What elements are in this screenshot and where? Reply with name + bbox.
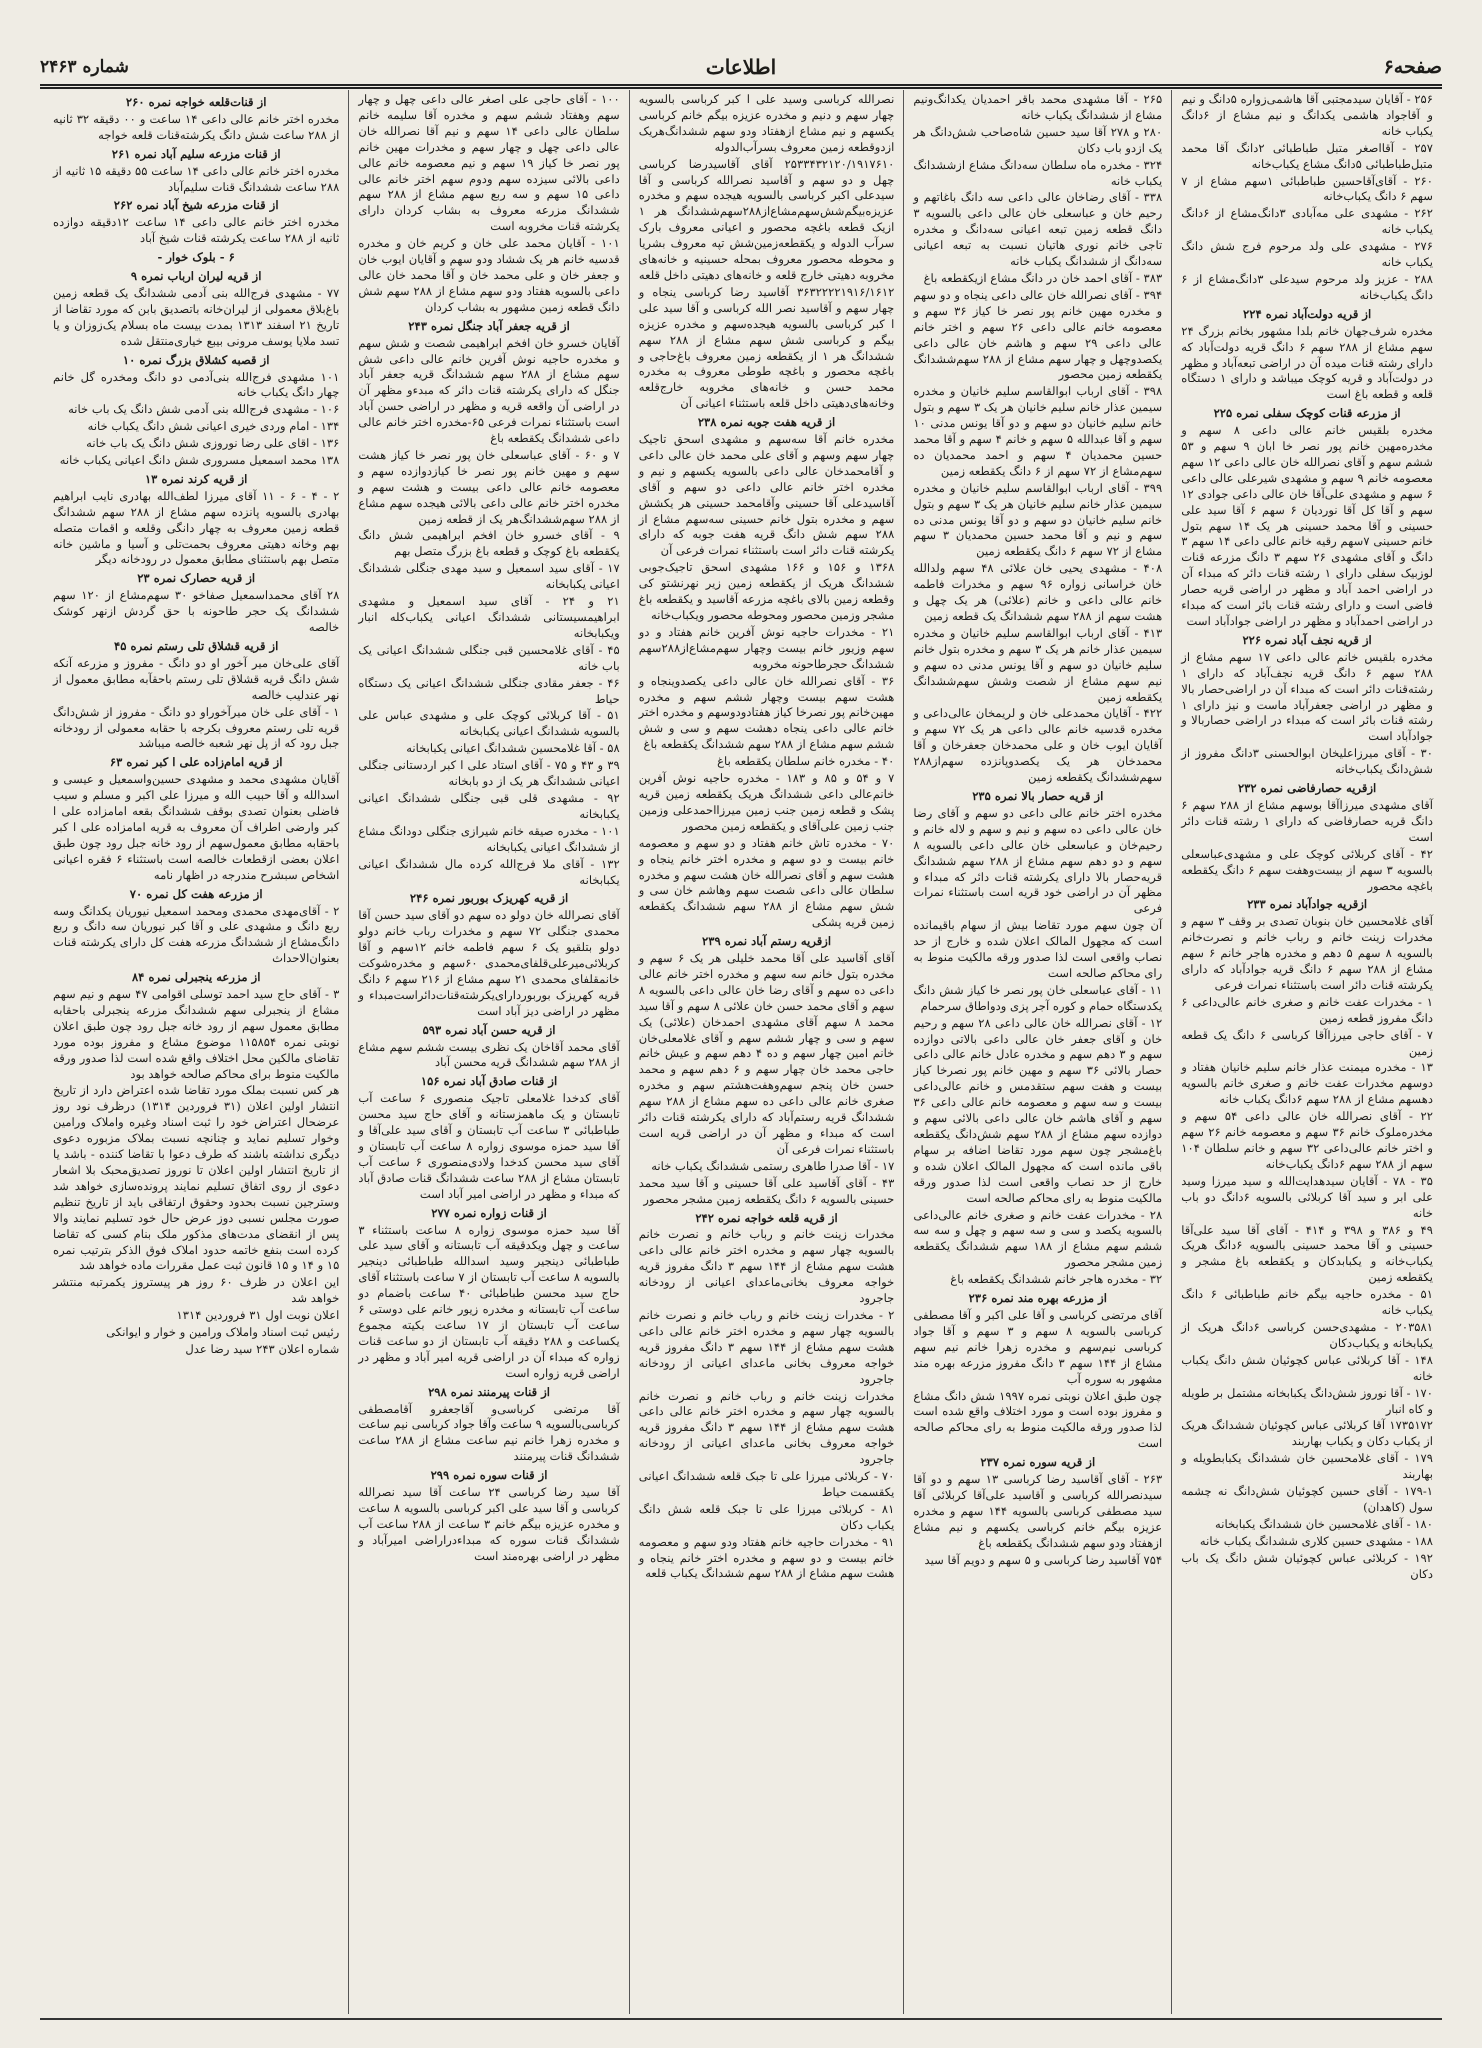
notice-paragraph: از قریه سوره نمره ۲۳۷	[980, 1455, 1096, 1470]
notice-paragraph: نصرالله کرباسی وسید علی ا کبر کرباسی بالسویه چهار سهم و دنیم و مخدره عزیزه بیگم خانم کرباسی یکسهم و نیم مشاع ازهفتاد ودو سهم ششدانگ‌هریک ازدوقطعه زمین معروف بسرآب‌الدوله	[638, 92, 895, 154]
notice-paragraph: ۴۰۸ - مشهدی یحیی خان علائی ۴۸ سهم ولدالله خان خراسانی زواره ۹۶ سهم و مخدرات فاطمه خانم عالی داعی و خانم (علائی) هر یک چهل و هشت سهم از ۲۸۸ سهم ششدانگ یک قطعه زمین	[913, 561, 1163, 623]
notice-paragraph: ۳۶۳۲۲۲۲۱۹۱۶/۱۶۱۲ آقاسید رضا کرباسی ینجاه و چهار سهم و آقاسید نصر الله کرباسی و آقا سید علی ا کبر کرباسی بالسویه هیجده‌سهم و مخدره عزیزه بیگم و کرباسی شش سهم مشاع از ۲۸۸ سهم ششدانگ هر ۱ از یکقطعه زمین معروف باغ‌حاجی و باغچه محصور و باغچه طوطی معروف به مخدره محمد حسن و خانه‌های مخروبه خارج‌قلعه وخانه‌های‌دهیتی داخل قلعه باستثناء اعیانی آن	[638, 284, 895, 411]
notice-paragraph: ۱۷۹-۱ - آقای حسین کچوئیان شش‌دانگ نه چشمه سول (کاهدان)	[1181, 1484, 1433, 1514]
notice-paragraph: از قریه کرند نمره ۱۳	[144, 471, 248, 486]
notice-paragraph: آقای مرتضی کرباسی و آقا علی اکبر و آقا مصطفی کرباسی بالسویه ۸ سهم و ۳ سهم و آقا جواد کرباسی نیم‌سهم و مخدره زهرا خانم نیم سهم مشاع از ۱۴۴ سهم ۳ دانگ مفروز مزرعه بهره مند مشهور به سوره آب	[913, 1307, 1163, 1386]
notice-paragraph: از قریه لیران ارباب نمره ۹	[130, 269, 262, 284]
notice-paragraph: آقای محمد آقاخان یک نظری بیست ششم سهم مشاع از ۲۸۸ سهم ششدانگ قریه محسن آباد	[358, 1039, 620, 1070]
notice-paragraph: ۱۳۸ محمد اسمعیل مسروری شش دانگ اعیانی یکباب خانه	[59, 453, 340, 468]
notice-paragraph: آقایان مشهدی محمد و مشهدی حسین‌واسمعیل و عیسی و اسدالله و آقا حبیب الله و میرزا علی اکبر و مسلم و سیب فاضلی بعنوان تصدی بوقف ششدانگ بقعه امامزاده علی ا کبر وارضی اطراف آن معروف به قریه امامزاده علی ا کبر باحقابه مطابق معمول‌سهم از رود خانه جبل رود چون طبق اعلان بعضی ازقطعات خالصه است باستثناء ۶ فقره اعیانی اشخاص سبشرح مندرجه در اظهار نامه	[53, 772, 340, 882]
notice-paragraph: مخدره بلقیس خانم عالی داعی ۸ سهم و مخدره‌مهین خانم پور نصر خا ابان ۹ سهم و ۵۳ ششم سهم و آقای نصرالله خان عالی داعی ۱۲ سهم معصومه خانم ۹ سهم و مشهدی شیرعلی عالی داعی ۶ سهم و مشهدی علی‌آقا خان عالی داعی جوادی ۱۲ سهم و آقا کل آقا نوردیان ۶ سهم ۶ آقا سید علی حسینی و آقا محمد حسینی هر یک ۱۴ سهم بتول خانم حسینی ۷سهم رقیه خانم عالی داعی ۱۴ سهم ۳ دانگ و آقای مشهدی ۲۶ سهم ۳ دانگ مزرعه قنات لوزبیک سفلی دارای ۱ رشته قنات دائر که مبداء آن در اراضی احمد آباد و مظهر در اراضی قریه حصار فاضی است و دارای رشته قنات بائر است که مبداء در اراضی احمدآباد و مظهر در اراضی جوادآباد است	[1181, 423, 1434, 628]
notice-paragraph: آقای آقاسید علی آقا محمد خلیلی هر یک ۶ سهم و مخدره بتول خانم سه سهم و مخدره اختر خانم عالی داعی ده سهم و آقای رضا خان عالی داعی بالسویه ۸ سهم و آقای محمد حسن خان علائی ۸ سهم و آقا سید محمد ۸ سهم آقای مشهدی احمدخان (علائی) یک سهم و سی و چهار ششم سهم و آقای غلامعلی‌خان خانم امین چهار سهم و ده ۴ دهم سهم و عیش خانم حاجی محمد خان چهار سهم و ۶ دهم سهم و محمد حسن خان پنجم سهم‌وهفت‌هشتم سهم و مخدره صغری خانم عالی داعی ده سهم مشاع از ۲۸۸ سهم ششدانگ قریه رستم‌آباد که دارای یکرشته قنات دائر است که مبداء و مظهر آن در اراضی قریه است باستثناء نمرات فرعی آن	[638, 951, 895, 1156]
bottom-rule	[40, 2018, 1442, 2020]
notice-paragraph: ۲ - ۴ - ۶ - ۱۱ آقای میرزا لطف‌الله بهادری نایب ابراهیم بهادری بالسویه پانزده سهم مشاع از ۲۸۸ سهم ششدانگ قطعه زمین معروف به چهار دانگی وقلعه و اقمات متصله بهم وخانه دهیتی معروف بحمت‌تلی و آسیا و ماشین خانه متصل بهم باستثنای مطابق معمول در رودخانه دیگر	[53, 488, 340, 567]
notice-paragraph: ۳۵ - ۷۸ - آقایان سیدهدایت‌الله و سید میرزا وسید علی ابر و سید آقا کربلائی بالسویه ۶دانگ دو باب خانه	[1181, 1173, 1433, 1220]
notice-paragraph: چون طبق اعلان نوبتی نمره ۱۹۹۷ شش دانگ مشاع و مفروز بوده است و مورد اختلاف واقع شده است لذا صدور ورقه مالکیت منوط به رای محاکم صالحه است	[913, 1388, 1163, 1451]
notice-paragraph: ۴۳ - آقای آقاسید علی آقا حسینی و آقا سید محمد حسینی بالسویه ۶ دانگ یکقطعه زمین مشجر محصور	[638, 1175, 895, 1206]
notice-paragraph: ۴۰ - مخدره خانم سلطان یکقطعه باغ	[717, 754, 895, 769]
notice-paragraph: این اعلان در ظرف ۶۰ روز هر پیستروز یکمرتبه منتشر خواهد شد	[53, 1275, 340, 1306]
notice-paragraph: ۳۳۸ - آقای رضاخان عالی داعی سه دانگ باغاتهم و رحیم خان و عباسعلی خان عالی داعی بالسویه ۳ دانگ قطعه زمین تبعه اعیانی سه‌دانگ و مخدره تاجی خانم نوری هاتیان نسبت به تبعه اعیانی سه‌دانگ از ششدانگ یکباب خانه	[913, 190, 1163, 269]
notice-paragraph: ۴۶ - جعفر مقادی جنگلی ششدانگ اعیانی یک دستگاه حیاط	[358, 675, 620, 706]
notice-paragraph: ۱ - مخدرات عفت خانم و صغری خانم عالی‌داعی ۶ دانگ مفروز قطعه زمین	[1181, 994, 1433, 1025]
notice-paragraph: ۲۱ - مخدرات حاجیه نوش آفرین خانم هفتاد و دو سهم وزیور خانم بیست وچهار سهم‌مشاع‌از۲۸۸سهم ششدانگ حجرطاحونه مخروبه	[638, 624, 895, 671]
notice-paragraph: آقای نصرالله خان دولو ده سهم دو آقای سید حسن آقا محمدی جنگلی ۷۲ سهم و مخدرات رباب خانم دولو دولو بتلقیو یک ۶ سهم فاطمه خانم ۱۲سهم و آقا کربلائی‌میرعلی‌قلفای‌محمدی ۶۰سهم و مخدره‌شوکت خانمقلفای محمدی ۲۱ سهم مشاع از ۲۱۶ سهم ۶ دانگ قریه کهریزک بوربوردارای‌یکرشته‌قنات‌دائراست‌مبداء و مظهر در اراضی دیز آباد است	[358, 908, 620, 1018]
notice-paragraph: ۳۸۳ - آقای احمد خان در دانگ مشاع ازیکقطعه باغ	[923, 270, 1163, 285]
notice-paragraph: ۲۶۲ - مشهدی علی مه‌آبادی ۳دانگ‌مشاع از ۶دانگ یکباب خانه	[1181, 206, 1433, 237]
notice-paragraph: ۱۹۲ - کربلائی عباس کچوئیان شش دانگ یک باب دکان	[1181, 1550, 1433, 1581]
notice-paragraph: آقا سید رضا کرباسی ۲۴ ساعت آقا سید نصرالله کرباسی و آقا سید علی اکبر کرباسی بالسویه ۸ ساعت و مخدره عزیزه بیگم خانم ۳ ساعت از ۲۸۸ ساعت آب ششدانگ قنات سوره که مبداءدراراضی امیرآباد و مظهر در اراضی بهره‌مند است	[358, 1485, 620, 1563]
newspaper-title: اطلاعات	[705, 55, 777, 79]
notice-paragraph: ۲۸ - مخدرات عفت خانم و صغری خانم عالی‌داعی بالسویه یکصد و سی و سه سهم و چهل و سه سه ششم سهم مشاع از ۱۸۸ سهم ششدانگ یکقطعه زمین مشجر محصور	[913, 1207, 1163, 1270]
notice-paragraph: ۷ - آقای حاجی میرزاآقا کرباسی ۶ دانگ یک قطعه زمین	[1181, 1027, 1433, 1058]
column-2	[903, 90, 1171, 2014]
notice-paragraph: ۱۷ - آقا صدرا طاهری رستمی ششدانگ یکباب خانه	[651, 1158, 895, 1173]
notice-paragraph: ۷۰ - کربلائی میرزا علی تا جبک قلعه ششدانگ اعیانی یکقسمت حیاط	[638, 1469, 895, 1499]
article-columns	[44, 90, 1442, 2014]
notice-paragraph: ۳۹۴ - آقای نصرالله خان عالی داعی ینجاه و دو سهم و مخدره مهین خانم پور نصر خا کیاز ۳۶ سهم و معصومه خانم عالی داعی ۲۶ سهم و اختر خانم عالی داعی ۲۹ سهم و هاشم خان عالی داعی یکصدوچهل و چهار سهم مشاع از ۲۸۸ سهم‌ششدانگ یکقطعه زمین محصور	[913, 287, 1163, 382]
notice-paragraph: ۱۳۴ - امام وردی خیری اعیانی شش دانگ یکباب خانه	[87, 419, 340, 434]
notice-paragraph: ۷۰ - مخدره تاش خانم هفتاد و دو سهم و معصومه خانم بیست و دو سهم و مخدره اختر خانم ینجاه و هشت سهم و آقای نصرالله خان هشت سهم و مخدره سلطان عالی داعی شصت سهم وهاشم خان سی و شش سهم مشاع از ۲۸۸ سهم ششدانگ یکقطعه زمین قریه پشکی	[638, 835, 895, 930]
notice-paragraph: ۱۰۱ - مخدره صیقه خانم شیرازی جنگلی دودانگ مشاع از ششدانگ اعیانی یکبابخانه	[358, 823, 620, 854]
notice-paragraph: ۱ - آقای علی خان میرآخوراو دو دانگ - مفروز از شش‌دانگ قریه تلی رستم معروف بکرجه با حقابه معمولی از رودخانه جبل رود که از پل نهر شعبه خالصه میباشد	[53, 704, 340, 751]
notice-paragraph: ۴۲۲ - آقایان محمدعلی خان و لریمخان عالی‌داعی و مخدره قدسیه خانم عالی داعی هر یک ۷۲ سهم و آقایان ایوب خان و علی محمدخان جعفرخان و آقا محمدخان هر یک یکصدوپانزده سهم‌از۲۸۸ سهم‌ششدانگ یکقطعه زمین	[913, 706, 1163, 785]
notice-paragraph: ۷۵۴ آقاسید رضا کرباسی و ۵ سهم و دویم آقا سید	[924, 1552, 1163, 1567]
notice-paragraph: ۷ و ۶۰ - آقای عباسعلی خان پور نصر خا کیاز هشت سهم و مهین خانم پور نصر خا کیازدوازده سهم و معصومه خانم عالی داعی بیست و هشت سهم و مخدره اختر خانم عالی داعی بالائی هیجده سهم مشاع از ۲۸۸ سهم‌ششدانگ‌هر یک از قطعه زمین	[358, 447, 620, 526]
notice-paragraph: ۲۵۷ - آقااصغر متبل طباطبائی ۲دانگ آقا محمد متبل‌طباطبائی ۵دانگ مشاع یکباب‌خانه	[1181, 140, 1433, 171]
notice-paragraph: ۴۲ - آقای کربلائی کوچک علی و مشهدی‌عباسعلی بالسویه ۳ سهم از بیست‌وهفت سهم ۶ دانگ یکقطعه باغچه محصور	[1181, 846, 1433, 893]
notice-paragraph: مخدره خانم آقا سه‌سهم و مشهدی اسحق تاجیک چهار سهم وسهم و آقای علی محمد خان عالی داعی و آقامحمدخان عالی داعی بالسویه یکسهم و نیم و مخدره اختر خانم عالی داعی دو سهم و آقای آقاسیدعلی آقا حسینی وآقامحمد حسینی هر یکشش سهم و مخدره بتول خانم حسینی سه‌سهم مشاع از ۲۸۸ سهم شش دانگ قریه هفت جوبه که دارای یکرشته قنات دائر است باستثناء نمرات فرعی آن	[638, 432, 895, 558]
notice-paragraph: آقا سید حمزه موسوی زواره ۸ ساعت باستثناء ۳ ساعت و چهل ویکدقیقه آب تابستانه و آقای سید علی طباطبائی دینجیر وسید اسدالله طباطبائی دینجیر بالسویه ۸ ساعت آب تابستان از ۷ ساعت باستثناء آقای حاج سید محسن طباطبائی ۴۰ ساعت باضمام دو ساعت آب تابستانه و مخدره زیور خانم علی دوستی ۶ ساعت آب تابستان از ۱۷ ساعت بکیته مجموع یکساعت و ۲۸۸ دقیقه آب تابستان از دو ساعت قنات زواره که مبداء آن در اراضی قریه امیر آباد و مظهر در اراضی قریه زواره است	[358, 1222, 620, 1380]
notice-paragraph: ۲۸۸ - عزیز ولد مرحوم سیدعلی ۳دانگ‌مشاع از ۶ دانگ یکباب‌خانه	[1181, 271, 1433, 302]
notice-paragraph: ۵۸ - آقا غلامحسین ششدانگ اعیانی یکبابخانه	[406, 741, 620, 756]
notice-paragraph: مخدره اختر خانم عالی داعی دو سهم و آقای رضا خان عالی داعی ده سهم و نیم و سهم و لاله خانم و رحیم‌خان و عباسعلی خان عالی داعی بالسویه ۸ سهم و دو دهم سهم مشاع از ۲۸۸ سهم ششدانگ قریه‌حصار بالا دارای یکرشته قنات دائر که مبداء و مظهر آن در اراضی خود قریه است باستثناء نمرات فرعی	[913, 805, 1163, 916]
notice-paragraph: ۳۲۴ - مخدره ماه سلطان سه‌دانگ مشاع ازششدانگ یکباب خانه	[913, 157, 1163, 188]
notice-paragraph: ۲۲ - آقای نصرالله خان عالی داعی ۵۴ سهم و مخدره‌ملوک خانم ۳۶ سهم و معصومه خانم ۲۶ سهم و اختر خانم عالی‌داعی ۳۲ سهم و خانم سلطان ۱۰۴ سهم از ۲۸۸ سهم ۶دانگ یکباب‌خانه	[1181, 1109, 1433, 1171]
notice-paragraph: از قنات زواره نمره ۲۷۷	[431, 1205, 547, 1220]
notice-paragraph: آقای مشهدی میرزاآقا بوسهم مشاع از ۲۸۸ سهم ۶ دانگ قریه حصارفاضی که دارای ۱ رشته قنات دائر است	[1181, 797, 1433, 844]
notice-paragraph: از قصبه کشلاق بزرگ نمره ۱۰	[122, 352, 270, 367]
notice-paragraph: ۴۹ و ۳۸۶ و ۳۹۸ و ۴۱۴ - آقای آقا سید علی‌آقا حسینی و آقا محمد حسینی بالسویه ۶دانگ هریک یکباب‌خانه و یکبابدکان و یکقطعه باغ مشجر و یکقطعه زمین	[1181, 1222, 1433, 1285]
notice-paragraph: ازقریه جوادآباد نمره ۲۳۳	[1247, 897, 1368, 912]
notice-paragraph: ۱۷۳۵۱۷۲ آقا کربلائی عباس کچوئیان ششدانگ هریک از یکباب دکان و یکباب بهاربند	[1181, 1418, 1433, 1449]
column-1	[1171, 90, 1442, 2014]
notice-paragraph: آقایان خسرو خان افخم ابراهیمی شصت و شش سهم و مخدره حاجیه نوش آفرین خانم عالی داعی شش سهم مشاع از ۲۸۸ سهم ششدانگ قریه جعفر آباد جنگل که دارای یکرشته قنات دائر که مبدءو مظهر آن در اراضی آن واقعه قریه و مظهر در اراضی حسن آباد است باستثناء نمرات فرعی ۶۵-مخدره اختر خانم عالی داعی ششدانگ یکقطعه باغ	[358, 335, 620, 446]
notice-paragraph: ۲۵۳۳۴۳۲۱۲۰/۱۹۱۷۶۱۰ آقای آقاسیدرضا کرباسی چهل و دو سهم و آقاسید نصرالله کرباسی و آقا سیدعلی اکبر کرباسی بالسویه هیجده سهم و مخدره عزیزه‌بیگم‌شش‌سهم‌مشاع‌از۲۸۸سهم‌ششدانگ هر ۱ ازیک قطعه باغچه محصور و اعیانی معروف بارک سرآب الدوله و یکقطعه‌زمین‌شش‌ تپه معروف بشریا و محوطه محصور معروف بمحله حسینیه و خانه‌های مخروبه دهیتی خارج قلعه و خانه‌های دهیتی داخل قلعه	[638, 156, 895, 282]
notice-paragraph: ۳ - آقای حاج سید احمد توسلی اقوامی ۴۷ سهم و نیم سهم مشاع از ینجبرلی سهم ششدانگ مزرعه ینجبرلی باحقابه مطابق معمول سهم از رود خانه جبل رود چون طبق اعلان نوبتی نمره ۱۱۵۸۵۴ موضوع مشاع و مفروز بوده مورد تقاضای مالکین محل اختلاف واقع شده است لذا صدور ورقه مالکیت منوط برای محاکم صالحه خواهد بود	[53, 987, 340, 1081]
notice-paragraph: از قریه امام‌زاده علی ا کبر نمره ۶۳	[109, 755, 283, 770]
notice-paragraph: از قریه هفت جوبه نمره ۲۳۸	[697, 415, 836, 430]
notice-paragraph: ۹۲ - مشهدی قلی قبی جنگلی ششدانگ اعیانی یکبابخانه	[358, 790, 620, 821]
notice-paragraph: ۱۳ - مخدره میمنت عذار خانم سلیم خانیان هفتاد و دوسهم مخدرات عفت خانم و صغری خانم بالسویه دهسهم مشاع از ۲۸۸ سهم ۶دانگ یکباب خانه	[1181, 1060, 1433, 1107]
page-number: صفحه۶	[1383, 56, 1442, 78]
notice-paragraph: از قریه دولت‌آباد نمره ۲۲۴	[1242, 306, 1372, 321]
notice-paragraph: ۱۳۶۸ و ۱۵۶ و ۱۶۶ مشهدی اسحق تاجیک‌جوبی ششدانگ هریک از یکقطعه زمین زیر نهرنشتو کی وقطعه زمین بالای باغچه مزرعه آقاسید و یکقطعه باغ مشجر وزمین محصور ومحوطه محصور ویکباب‌خانه	[638, 560, 895, 622]
notice-paragraph: هر کس نسبت بملک مورد تقاضا شده اعتراض دارد از تاریخ انتشار اولین اعلان (۳۱ فروردین ۱۳۱۴) درظرف نود روز عرضحال اعتراض خود را ثبت اسناد وغیره واملاک ورامین وخوار تسلیم نماید و چنانچه نسبت بملاک مزبوره دعوی دیگری نداشته باشند که طرف دعوا با تقاضا کننده - باشد یا از تاریخ انتشار اولین اعلان تا نوروز تصدیق‌محبک بلا اشعار دعوی از روی اتفاق تسلیم نمایند پرونده‌سازی خواهد شد وسترجین نسبت بحدود وحقوق ارتفاقی باید از تاریخ تنظیم صورت مجلس نسبی دوز عرض حال خود تسلیم نمایند والا پس از انقضای مدت‌های مذکور ملک بنام کسی که تقاضا کرده است بنفع خاتمه حدود املاک فوق الذکر بترتیب نمره ۱۵ و ۱۴ و ۱۵ قانون ثبت عمل مقررات ماده خواهد شد	[53, 1083, 340, 1273]
notice-paragraph: ۱۳۶ - اقای علی رضا نوروزی شش دانگ یک باب خانه	[86, 436, 340, 451]
notice-paragraph: ازقریه رستم آباد نمره ۲۳۹	[701, 934, 832, 949]
column-5	[44, 90, 348, 2014]
notice-paragraph: از قریه کهریزک بوربور نمره ۲۴۶	[409, 891, 569, 906]
notice-paragraph: ۱۰۰ - آقای حاجی علی اصغر عالی داعی چهل و چهار سهم وهفتاد ششم سهم و مخدره آقا سلیمه خانم سلطان عالی داعی ۱۴ سهم و نیم آقا نصرالله خان عالی داعی چهل و چهار سهم و مخدرات مهین خانم پور نصر خا کیاز ۱۹ سهم و نیم معصومه خانم عالی داعی بالائی سیزده سهم ودوم سهم اختر خانم عالی داعی ۱۵ سهم و سه ربع سهم مشاع از ۲۸۸ سهم ششدانگ مزرعه معروف به بشاب کردان دارای یکرشته قنات مخروبه است	[358, 92, 620, 234]
notice-paragraph: ۱۷ - آقای سید اسمعیل و سید مهدی جنگلی ششدانگ اعیانی یکبابخانه	[358, 561, 620, 592]
notice-paragraph: ۱۸۸ - مشهدی حسین کلاری ششدانگ یکباب خانه	[1199, 1533, 1433, 1548]
notice-paragraph: آقای کدخدا غلامعلی تاجیک منصوری ۶ ساعت آب تابستان و یک ماهمزستانه و آقای حاج سید محسن طباطبائی ۳ ساعت آب تابستان و آقای سید علی‌آقا و آقا سید حمزه موسوی زواره ۸ ساعت آب تابستان و آقای سید محسن کدخدا ولادی‌منصوری ۶ ساعت آب تابستان مشاع از ۲۸۸ ساعت ششدانگ قنات صادق آباد که مبداء و مظهر در اراضی امیر آباد است	[358, 1091, 620, 1201]
notice-paragraph: از قریه قشلاق تلی رستم نمره ۴۵	[114, 639, 279, 653]
notice-paragraph: ۲۵۶ - آقایان سیدمجتبی آقا هاشمی‌زواره ۵دانگ و نیم و آقاجواد هاشمی یکدانگ و نیم مشاع از ۶دانگ یکباب خانه	[1181, 92, 1433, 138]
notice-paragraph: اعلان نوبت اول ۳۱ فروردین ۱۳۱۴	[176, 1308, 340, 1323]
column-3	[629, 90, 904, 2014]
notice-paragraph: از قریه نجف آباد نمره ۲۲۶	[1242, 632, 1372, 647]
notice-paragraph: ۱۱ - آقای عباسعلی خان پور نصر خا کیاز شش دانگ یکدستگاه حمام و کوره آجر پزی ودواطاق سرحمام	[913, 982, 1163, 1013]
notice-paragraph: ۱۴۸ - آقا کربلائی عباس کچوئیان شش دانگ یکباب خانه	[1181, 1352, 1433, 1383]
notice-paragraph: ۳۹ و ۴۳ و ۷۵ - آقای استاد علی ا کبر اردستانی جنگلی اعیانی ششدانگ هر یک از دو بابخانه	[358, 758, 620, 789]
notice-paragraph: از مزرعه ینجبرلی نمره ۸۴	[131, 970, 261, 985]
notice-paragraph: ۷ و ۵۴ و ۸۵ و ۱۸۳ - مخدره حاجیه نوش آفرین خانم‌عالی داعی ششدانگ هریک یکقطعه زمین قریه پشک و قطعه زمین جنب زمین میرزااحمدعلی وزمین جنب زمین علی‌آقای و یکقطعه زمین محصور	[638, 771, 895, 833]
notice-paragraph: ۴۱۳ - آقای ارباب ابوالقاسم سلیم خانیان و مخدره سیمین عذار خانم هر یک ۳ سهم و مخدره بتول خانم سلیم خانیان دو سهم و آقا یونس مدنی ده سهم و نیم سهم مشاع از شصت وشش سهم‌ششدانگ یکقطعه زمین	[913, 625, 1163, 704]
notice-paragraph: ۱۰۶ - مشهدی فرج‌الله بنی آدمی شش دانگ یک باب خانه	[68, 402, 340, 417]
notice-paragraph: آقای علی‌خان میر آخور او دو دانگ - مفروز و مزرعه آنکه شش دانگ قریه قشلاق تلی رستم باحقآبه مطابق معمول از نهر عندلیب خالصه	[53, 655, 340, 702]
notice-paragraph: از مزرعه هفت کل نمره ۷۰	[129, 886, 263, 901]
notice-paragraph: ۲۶۰ - آقای‌آقاحسین طباطبائی ۱سهم مشاع از ۷ سهم ۶ دانگ یکباب‌خانه	[1181, 173, 1433, 204]
notice-paragraph: ۲۱ و ۲۴ - آقای سید اسمعیل و مشهدی ابراهیمسیستانی ششدانگ اعیانی یکباب‌کله انبار ویکبابخانه	[358, 594, 620, 640]
notice-paragraph: ۱۰۱ مشهدی فرج‌الله بنی‌آدمی دو دانگ ومخدره گل خانم چهار دانگ یکباب خانه	[53, 369, 340, 400]
notice-paragraph: از قریه حصار بالا نمره ۲۳۵	[972, 788, 1104, 803]
notice-paragraph: ۱۸۰ - آقای غلامحسین خان ششدانگ یکبابخانه	[1215, 1516, 1433, 1531]
notice-paragraph: رئیس ثبت اسناد واملاک ورامین و خوار و ایوانکی	[106, 1325, 340, 1340]
notice-paragraph: ۲۸۰ و ۲۷۸ آقا سید حسین شاه‌صاحب شش‌دانگ هر یک ازدو باب دکان	[913, 124, 1163, 155]
notice-paragraph: از قنات‌قلعه خواجه نمره ۲۶۰	[125, 95, 267, 109]
notice-paragraph: ۲۰۳۵۸۱ - مشهدی‌حسن کرباسی ۶دانگ هریک از یکبابخانه و یکباب‌دکان	[1181, 1319, 1433, 1350]
notice-paragraph: ۳۹۸ - آقای ارباب ابوالقاسم سلیم خانیان و مخدره سیمین عذار خانم سلیم خانیان هر یک ۳ سهم و بتول خانم سلیم خانیان دو سهم و دو آقا یونس مدنی ۱۰ سهم و آقا عبدالله ۵ سهم و خانم ۴ سهم و آقا محمد حسین محمدیان ۴ سهم و احمد محمدیان ده سهم‌مشاع از ۷۲ سهم از ۶ دانگ یکقطعه زمین	[913, 384, 1163, 478]
notice-paragraph: ۲ - مخدرات زینت خانم و رباب خانم و نصرت خانم بالسویه چهار سهم و مخدره اختر خانم عالی داعی هشت سهم مشاع از ۱۴۴ سهم ۳ دانگ مفروز قریه خواجه معروف بخانی ماعدای اعیانی از رودخانه جاجرود	[638, 1307, 895, 1386]
notice-paragraph: مخدره بلقیس خانم عالی داعی ۱۷ سهم مشاع از ۲۸۸ سهم ۶ دانگ قریه نجف‌آباد که دارای ۱ رشته‌قنات دائر است که مبداء آن در اراضی‌حصار بالا و مظهر در اراضی جعفرآباد ماست و نیز دارای ۱ رشته قنات بائر است که مبداء در اراضی حصاربالا و جوادآباد است	[1181, 649, 1433, 744]
notice-paragraph: ۱۲ - آقای نصرالله خان عالی داعی ۲۸ سهم و رحیم خان و آقای جعفر خان عالی داعی بالاتی دوازده سهم و ۳ دهم سهم و مخدره عادل خانم عالی داعی حصار بالائی ۳۶ سهم و مهین خانم پور نصرخا کیاز بیست و هفت سهم ستقدمس و خانم عالی‌داعی بیست و سه سهم و معصومه خانم عالی داعی ۳۶ سهم و آقای هاشم خان عالی داعی بالائی سهم و دوازده سهم مشاع از ۲۸۸ سهم شش‌دانگ یکقطعه باغ‌مشجر چون سهم مورد تقاضا اضافه بر سهام باقی مانده است که مجهول المالک اعلان شده و خارج از حد نصاب واقعی است لذا صدور ورقه مالکیت منوط به رای محاکم صالحه است	[913, 1015, 1163, 1205]
notice-paragraph: از قریه حصارک نمره ۲۳	[137, 571, 256, 586]
notice-paragraph: از قریه حسن آباد نمره ۵۹۳	[422, 1022, 556, 1037]
notice-paragraph: ۱۳۲ - آقای ملا فرج‌الله کرده مال ششدانگ اعیانی یکبابخانه	[358, 856, 620, 887]
notice-paragraph: از قنات مزرعه شیخ آباد نمره ۲۶۲	[113, 198, 279, 213]
notice-paragraph: ۵۱ - آقا کربلائی کوچک علی و مشهدی عباس علی بالسویه ششدانگ اعیانی یکبابخانه	[358, 708, 620, 739]
notice-paragraph: ۲۷۶ - مشهدی علی ولد مرحوم فرج شش دانگ یکباب خانه	[1181, 239, 1433, 270]
notice-paragraph: ۳۶ - آقای نصرالله خان عالی داعی یکصدوینجاه و هشت سهم بیست وچهار ششم سهم و مخدره مهین‌خانم پور نصرخا کیاز هفتادودوسهم و مخدره اختر خانم عالی داعی ینجاه دهشت سهم و سی و شش ششم سهم مشاع از ۲۸۸ سهم ششدانگ یکقطعه باغ	[638, 673, 895, 752]
notice-paragraph: مخدره اختر خانم عالی داعی ۱۴ ساعت ۱۲دقیقه دوازده ثانیه از ۲۸۸ ساعت یکرشته قنات شیخ آباد	[53, 215, 340, 246]
notice-paragraph: از قنات سوره نمره ۲۹۹	[430, 1468, 548, 1483]
notice-paragraph: ۹۱ - مخدرات حاجیه خانم هفتاد ودو سهم و معصومه خانم بیست و دو سهم و مخدره اختر خانم ینجاه و هشت سهم مشاع از ۲۸۸ سهم ششدانگ یکباب قلعه	[638, 1534, 895, 1581]
notice-paragraph: شماره اعلان ۲۴۳ سید رضا عدل	[185, 1341, 340, 1356]
notice-paragraph: از مزرعه قنات کوچک سفلی نمره ۲۲۵	[1213, 406, 1401, 421]
notice-paragraph: ۱۰۱ - آقایان محمد علی خان و کریم خان و مخدره قدسیه خانم هر یک ششاد ودو سهم و آقایان ایوب خان و جعفر خان و علی محمد خان و آقا محمد خان عالی داعی بالسویه هفتاد ودو سهم مشاع از ۲۸۸ سهم شش دانگ قطعه زمین مشهور به بشاب کردان	[358, 236, 620, 314]
notice-paragraph: ۶ - بلوک خوار -	[157, 250, 235, 265]
notice-paragraph: ۸۱ - کربلائی میرزا علی تا جبک قلعه شش دانگ یکباب دکان	[638, 1501, 895, 1532]
notice-paragraph: آقای غلامحسین خان بنوبان تصدی بر وقف ۳ سهم و مخدرات زینت خانم و رباب خانم و نصرت‌خانم بالسویه ۸ سهم ۵ دهم و مخدره هاجر خانم ۶ سهم مشاع از ۲۸۸ سهم ۶ دانگ قریه جوادآباد که دارای یکرشته قنات دائر است باستثناء نمرات فرعی	[1181, 914, 1433, 992]
notice-paragraph: مخدرات زینت خانم و رباب خانم و نصرت خانم بالسویه چهار سهم و مخدره اختر خانم عالی داعی هشت سهم مشاع از ۱۴۴ سهم ۳ دانگ مفروز قریه خواجه معروف بخانی ماعدای اعیانی از رودخانه جاجرود	[638, 1388, 895, 1467]
notice-paragraph: ۴۵ - آقای غلامحسین قبی جنگلی ششدانگ اعیانی یک باب خانه	[358, 642, 620, 673]
notice-paragraph: ۷۷ - مشهدی فرج‌الله بنی آدمی ششدانگ یک قطعه زمین باغ‌بلاق معمولی از لیران‌خانه باتصدیق بابن که مورد تقاضا از تاریخ ۲۱ اسفند ۱۳۱۳ بمدت بیست ماه بسلام یک‌زوزان و یا تسد ملایا یوسف مرونی بیبع خیاری‌منتقل شده	[53, 285, 340, 348]
masthead	[40, 50, 1442, 89]
issue-number: شماره ۲۴۶۳	[40, 57, 129, 77]
notice-paragraph: مخدرات زینت خانم و رباب خانم و نصرت خانم بالسویه چهار سهم و مخدره اختر خانم عالی داعی هشت سهم مشاع از ۱۴۴ سهم ۳ دانگ مفروز قریه خواجه معروف بخانی‌ماعدای اعیانی از رودخانه جاجرود	[638, 1227, 895, 1306]
notice-paragraph: ۵۱ - مخدره حاجیه بیگم خانم طباطبائی ۶ دانگ یکباب خانه	[1181, 1287, 1433, 1318]
notice-paragraph: ۲۶۳ - آقای آقاسید رضا کرباسی ۱۳ سهم و دو آقا سیدنصرالله کرباسی و آقاسید علی‌آقا کربلائی آقا سید مصطفی کرباسی بالسویه ۱۴۴ سهم و مخدره عزیزه بیگم خانم کرباسی یکسهم و نیم مشاع ازهفتاد ودو سهم ششدانگ یکقطعه باغ	[913, 1472, 1163, 1550]
notice-paragraph: مخدره اختر خانم عالی داعی ۱۴ ساعت ۵۵ دقیقه ۱۵ ثانیه از ۲۸۸ ساعت ششدانگ قنات سلیم‌آباد	[53, 163, 340, 194]
notice-paragraph: از مزرعه بهره مند نمره ۲۳۶	[968, 1291, 1107, 1306]
notice-paragraph: از قنات مزرعه سلیم آباد نمره ۲۶۱	[111, 146, 281, 161]
notice-paragraph: ازقریه حصارفاضی نمره ۲۳۲	[1237, 781, 1377, 796]
notice-paragraph: ۲ - آقای‌مهدی محمدی ومحمد اسمعیل نیوریان یکدانگ وسه ربع دانگ و مشهدی علی و آقا کبر نیوریان سه دانگ و ربع دانگ‌مشاع از ششدانگ مزرعه هفت کل دارای یکرشته قنات بعنوان‌الاحداث	[53, 903, 340, 966]
notice-paragraph: مخدره اختر خانم عالی داعی ۱۴ ساعت و ۰۰ دقیقه ۳۲ ثانیه از ۲۸۸ ساعت شش دانگ یکرشته‌قنات قلعه خواجه	[53, 111, 340, 142]
notice-paragraph: آقا مرتضی کرباسی‌و آقاجعفرو آقامصطفی کرباسی‌بالسویه ۹ ساعت وآقا جواد کرباسی نیم ساعت و مخدره زهرا خانم نیم ساعت مشاع از ۲۸۸ ساعت ششدانگ قنات پیرمنند	[358, 1401, 620, 1464]
notice-paragraph: ۹ - آقای خسرو خان افخم ابراهیمی شش دانگ یکقطعه باغ کوچک و قطعه باغ بزرگ متصل بهم	[358, 528, 620, 559]
column-4	[348, 90, 628, 2014]
notice-paragraph: ۲۸ آقای محمداسمعیل صفاخو ۳۰ سهم‌مشاع از ۱۲۰ سهم ششدانگ یک حجر طاحونه با حق گردش ازنهر کوشک خالصه	[53, 588, 340, 635]
notice-paragraph: از قنات پیرمنند نمره ۲۹۸	[428, 1384, 551, 1399]
notice-paragraph: آن چون سهم مورد تقاضا بیش از سهام باقیمانده است که مجهول المالک اعلان شده و خارج از حد نصاب واقعی است لذا صدور ورقه مالکیت منوط به رای محاکم صالحه است	[913, 918, 1163, 980]
notice-paragraph: ۱۷۰ - آقا نوروز شش‌دانگ یکبابخانه مشتمل بر طویله و کاه انبار	[1181, 1385, 1433, 1416]
notice-paragraph: از قنات صادق آباد نمره ۱۵۶	[420, 1074, 558, 1089]
notice-paragraph: ۳۹۹ - آقای ارباب ابوالقاسم سلیم خانیان و مخدره سیمین عذار خانم سلیم خانیان هر یک ۳ سهم و بتول خانم سلیم خانیان دو سهم و دو آقا یونس مدنی ده سهم و نیم و آقا محمد حسین محمدیان ۳ سهم مشاع از ۷۲ سهم ۶ دانگ یکقطعه زمین	[913, 480, 1163, 559]
notice-paragraph: ۲۶۵ - آقا مشهدی محمد باقر احمدیان یکدانگ‌ونیم مشاع از ششدانگ یکباب خانه	[913, 92, 1163, 122]
notice-paragraph: از قریه جعفر آباد جنگل نمره ۲۴۳	[408, 318, 570, 333]
notice-paragraph: ۱۷۹ - آقای غلامحسین خان ششدانگ یکبابطویله و بهاربند	[1181, 1451, 1433, 1482]
notice-paragraph: از قریه قلعه خواجه نمره ۲۴۲	[695, 1210, 838, 1225]
notice-paragraph: ۳۰ - آقای میرزاعلیخان ابوالحسنی ۳دانگ مفروز از شش‌دانگ یکباب‌خانه	[1181, 746, 1433, 777]
notice-paragraph: ۳۲ - مخدره هاجر خانم ششدانگ یکقطعه باغ	[950, 1272, 1163, 1287]
notice-paragraph: مخدره شرف‌جهان خانم بلدا مشهور بخانم بزرگ ۲۴ سهم مشاع از ۲۸۸ سهم ۶ دانگ قریه دولت‌آباد که دارای رشته قنات میده آن در اراضی تبعه‌آباد و مظهر در دولت‌آباد و قریه کوچک میباشد و دارای ۱ دستگاه قلعه و قطعه باغ است	[1181, 323, 1433, 402]
